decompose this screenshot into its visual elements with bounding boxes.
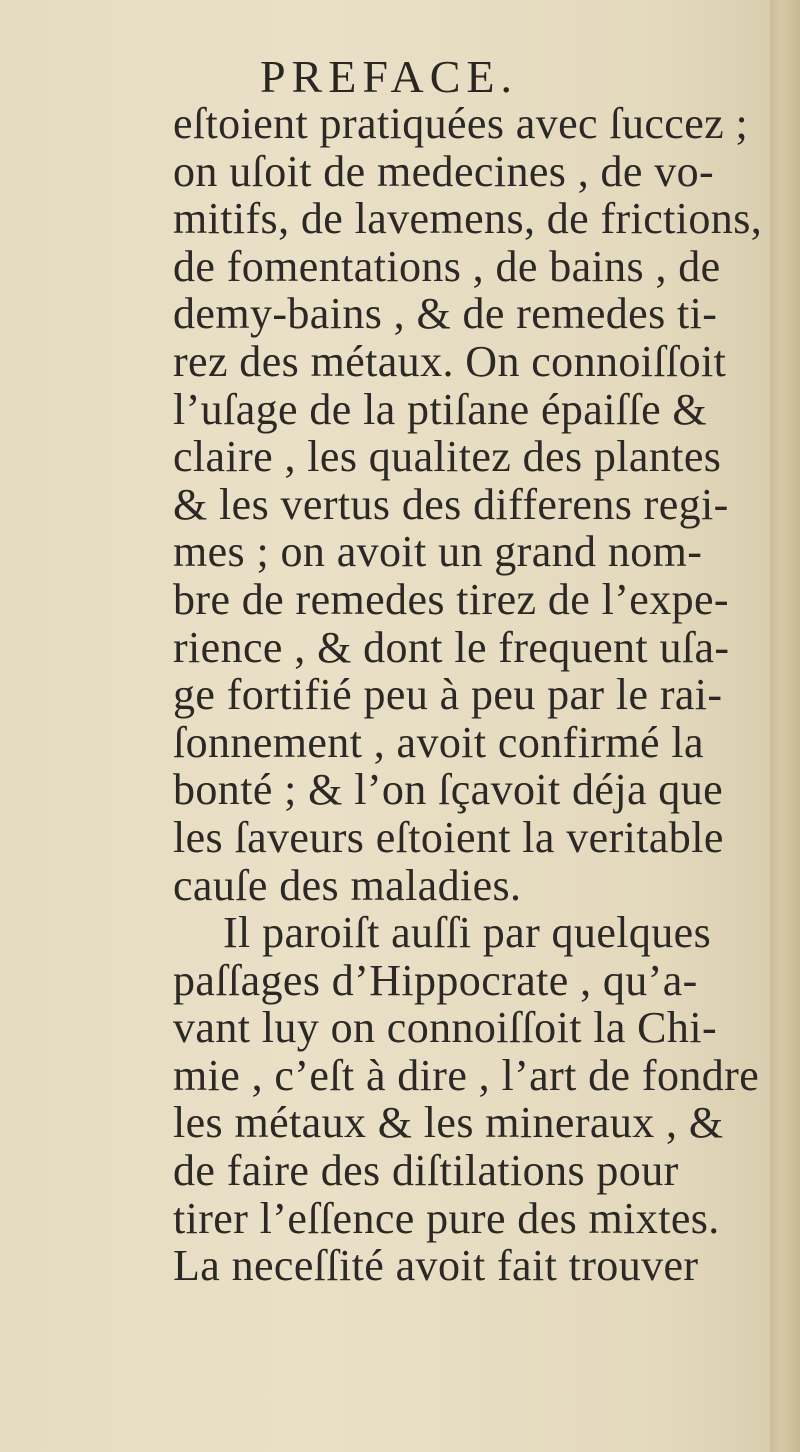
text-line: ge fortifié peu à peu par le rai- xyxy=(173,670,723,720)
text-line: de fomentations , de bains , de xyxy=(173,241,721,291)
text-line: & les vertus des differens regi- xyxy=(173,479,729,529)
text-line: les métaux & les mineraux , & xyxy=(173,1098,724,1148)
text-line: rience , & dont le frequent uſa- xyxy=(173,622,730,672)
text-line: l’uſage de la ptiſane épaiſſe & xyxy=(173,384,708,434)
text-line: les ſaveurs eſtoient la veritable xyxy=(173,812,724,862)
text-line: claire , les qualitez des plantes xyxy=(173,432,722,482)
text-line: cauſe des maladies. xyxy=(173,860,522,910)
text-line: tirer l’eſſence pure des mixtes. xyxy=(173,1193,720,1243)
text-line: bonté ; & l’on ſçavoit déja que xyxy=(173,765,724,815)
text-line: mie , c’eſt à dire , l’art de fondre xyxy=(173,1050,760,1100)
text-line: vant luy on connoiſſoit la Chi- xyxy=(173,1003,718,1053)
text-line: ſonnement , avoit confirmé la xyxy=(173,717,704,767)
paragraph-start-line: Il paroiſt auſſi par quelques xyxy=(223,908,712,958)
text-line: de faire des diſtilations pour xyxy=(173,1146,679,1196)
page-edge xyxy=(770,0,800,1452)
text-line: demy-bains , & de remedes ti- xyxy=(173,289,718,339)
text-line: rez des métaux. On connoiſſoit xyxy=(173,336,727,386)
text-line: bre de remedes tirez de l’expe- xyxy=(173,574,729,624)
text-line: on uſoit de medecines , de vo- xyxy=(173,146,715,196)
text-line: mes ; on avoit un grand nom- xyxy=(173,527,703,577)
body-text xyxy=(173,100,773,1290)
text-line: eſtoient pratiquées avec ſuccez ; xyxy=(173,99,749,148)
text-line: paſſages d’Hippocrate , qu’a- xyxy=(173,955,698,1005)
text-line: mitifs, de lavemens, de frictions, xyxy=(173,194,763,244)
running-head: PREFACE. xyxy=(259,51,519,102)
catchword-line: La neceſſité avoit fait trouver xyxy=(173,1241,699,1291)
